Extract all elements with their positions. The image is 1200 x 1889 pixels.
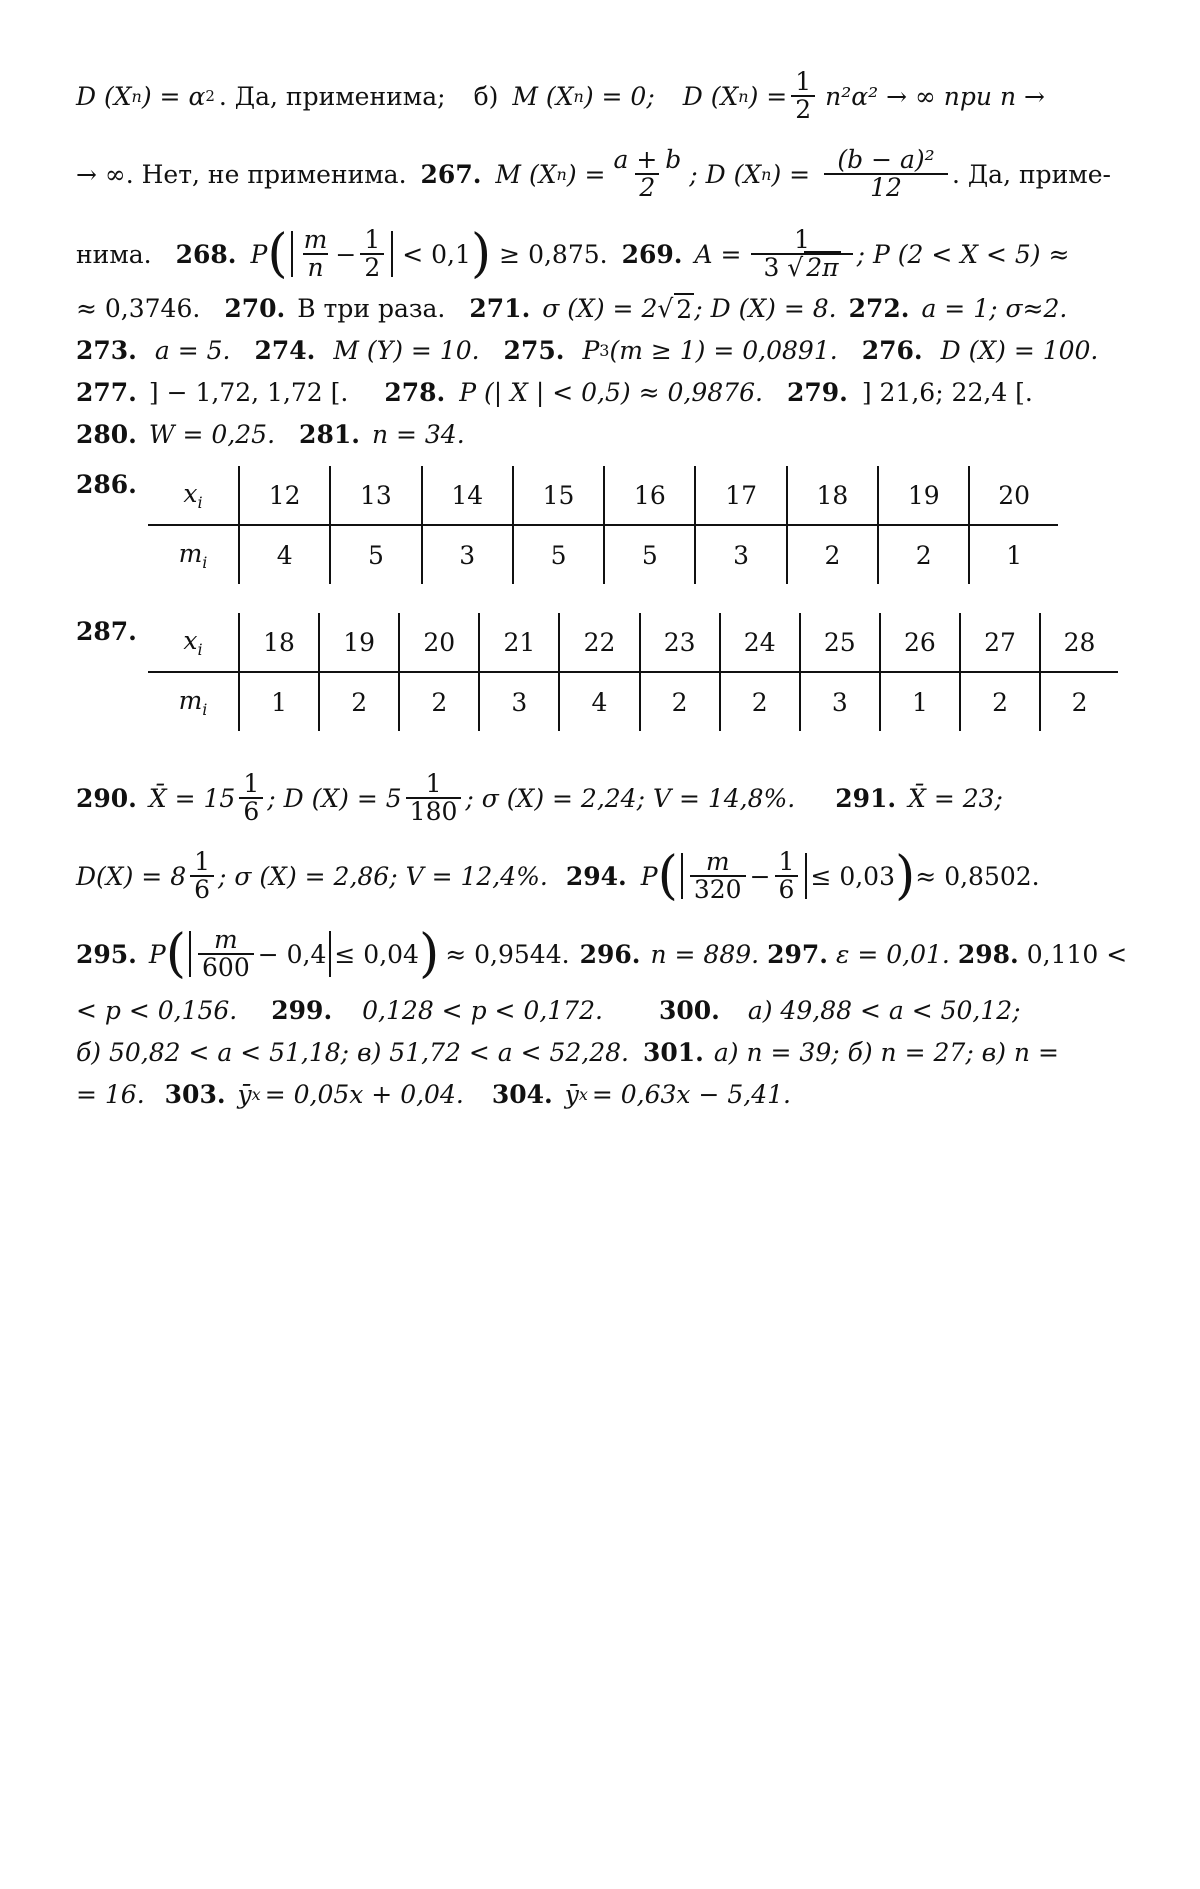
table-cell: 3	[695, 525, 786, 584]
text: A =	[694, 239, 742, 269]
problem-number: 276.	[861, 335, 923, 365]
text: ] − 1,72, 1,72 [.	[148, 377, 349, 407]
table-row	[148, 525, 1058, 584]
text: ≈ 0,8502.	[915, 861, 1040, 891]
fraction	[690, 846, 746, 904]
right-paren: )	[895, 846, 916, 906]
text: а) n = 39; б) n = 27; в) n =	[713, 1037, 1059, 1067]
text: n = 889.	[650, 939, 760, 969]
abs-bar	[805, 853, 807, 899]
table-cell: 27	[960, 613, 1040, 672]
numerator: 1	[778, 846, 795, 876]
fraction	[190, 846, 214, 904]
text: ) =	[748, 81, 788, 111]
label: m	[178, 685, 203, 715]
subscript: n	[556, 164, 567, 184]
denominator: 12	[824, 173, 948, 201]
problem-number: 268.	[175, 239, 237, 269]
answer-line-10	[76, 924, 1127, 984]
table-cell: 3	[422, 525, 513, 584]
text: a = 1; σ≈2.	[921, 293, 1068, 323]
text: = 0,05x + 0,04.	[264, 1079, 464, 1109]
subscript: n	[131, 86, 142, 106]
numerator: (b − a)²	[837, 144, 935, 174]
label: m	[178, 538, 203, 568]
fraction	[610, 144, 686, 202]
problem-number: 299.	[271, 995, 333, 1025]
superscript: 2	[205, 87, 215, 105]
table-cell: 25	[800, 613, 880, 672]
problem-number: 301.	[642, 1037, 704, 1067]
coefficient: 3	[763, 253, 780, 282]
fraction	[300, 224, 332, 282]
answer-line-7	[76, 414, 465, 454]
answer-line-8	[76, 768, 1003, 828]
abs-bar	[391, 231, 393, 277]
problem-number: 298.	[957, 939, 1019, 969]
numerator: 1	[243, 768, 260, 798]
table-cell: 20	[969, 466, 1058, 525]
answer-line-4: ≈ 0,3746. 270. В три раза. 271. σ (X) = 2 √ 2 ; D (X) = 8. 272. a = 1; σ≈2.	[76, 293, 1068, 324]
text: X̄ = 15	[148, 783, 236, 813]
table-cell: 12	[239, 466, 330, 525]
table-cell: 13	[330, 466, 421, 525]
table-cell: 23	[640, 613, 720, 672]
table-cell: 16	[604, 466, 695, 525]
text: нима.	[76, 239, 152, 269]
problem-number: 295.	[76, 939, 137, 969]
numerator: a + b	[613, 144, 682, 174]
text: ; σ (X) = 2,86; V = 12,4%.	[218, 861, 548, 891]
numerator: 1	[795, 66, 812, 96]
text: ) =	[566, 159, 606, 189]
text: ε = 0,01.	[835, 939, 950, 969]
text: → ∞. Нет, не применима.	[76, 159, 407, 189]
table-row	[148, 672, 1118, 731]
text: D(X) = 8	[76, 861, 187, 891]
table-cell: 18	[239, 613, 319, 672]
problem-number: 281.	[299, 419, 360, 449]
table-cell: 2	[787, 525, 878, 584]
table-cell: 1	[969, 525, 1058, 584]
label: x	[183, 478, 198, 508]
fraction	[239, 768, 263, 826]
text: ȳ	[237, 1079, 252, 1109]
table-cell: 3	[800, 672, 880, 731]
text: ≈ 0,3746.	[76, 293, 201, 323]
problem-number: 272.	[848, 293, 910, 323]
row-header-x	[148, 613, 239, 672]
fraction	[360, 224, 384, 282]
table-cell: 4	[559, 672, 639, 731]
problem-number: 269.	[621, 239, 683, 269]
denominator: 320	[690, 875, 746, 903]
text: P (| X | < 0,5) ≈ 0,9876.	[459, 377, 763, 407]
text: P	[582, 335, 600, 365]
text: 0,128 < p < 0,172.	[362, 995, 603, 1025]
denominator: 2	[791, 95, 815, 123]
row-header-m	[148, 525, 239, 584]
text: −	[335, 239, 357, 269]
problem-number: 287.	[76, 617, 137, 646]
subscript: n	[738, 86, 749, 106]
table-cell: 22	[559, 613, 639, 672]
subscript: i	[202, 699, 208, 719]
text: = 0,63x − 5,41.	[591, 1079, 791, 1109]
row-header-m	[148, 672, 239, 731]
radicand: 2	[676, 294, 693, 324]
table-cell: 4	[239, 525, 330, 584]
left-paren: (	[267, 224, 288, 284]
subscript: x	[578, 1084, 588, 1104]
denominator: 2	[635, 173, 659, 201]
table-cell: 19	[878, 466, 969, 525]
text: σ (X) = 2	[542, 293, 658, 323]
denominator: 3 √ 2π	[751, 253, 852, 281]
problem-number: 280.	[76, 419, 137, 449]
table-cell: 24	[720, 613, 800, 672]
problem-number: 291.	[835, 783, 897, 813]
subscript: x	[251, 1084, 261, 1104]
text: n = 34.	[371, 419, 465, 449]
right-paren: )	[418, 924, 440, 984]
denominator: 6	[775, 875, 799, 903]
text: P	[148, 939, 166, 969]
subscript: n	[573, 86, 584, 106]
subscript: i	[202, 552, 208, 572]
text: ) = α	[141, 81, 206, 111]
problem-number: 286.	[76, 470, 137, 499]
table-row	[148, 466, 1058, 525]
problem-number: 290.	[76, 783, 137, 813]
table-cell: 21	[479, 613, 559, 672]
text: −	[749, 861, 771, 891]
table-cell: 28	[1040, 613, 1118, 672]
text: ) = 0;	[583, 81, 655, 111]
fraction	[198, 924, 254, 982]
text: − 0,4	[257, 939, 327, 969]
problem-number: 294.	[565, 861, 627, 891]
distribution-table-287	[148, 613, 1118, 731]
text: б)	[473, 81, 499, 111]
text: D (X	[682, 81, 739, 111]
problem-number: 275.	[503, 335, 565, 365]
numerator: 1	[364, 224, 381, 254]
table-cell: 18	[787, 466, 878, 525]
text: D (X	[76, 81, 132, 111]
subscript: n	[761, 164, 772, 184]
text: < 0,1	[402, 239, 471, 269]
abs-bar	[189, 931, 191, 977]
text: X̄ = 23;	[908, 783, 1003, 813]
fraction	[791, 66, 815, 124]
denominator: 6	[239, 797, 263, 825]
text: P	[640, 861, 658, 891]
subscript: i	[197, 492, 203, 512]
numerator: m	[214, 924, 238, 954]
text: ) =	[771, 159, 811, 189]
fraction	[406, 768, 462, 826]
numerator: 1	[194, 846, 211, 876]
fraction	[824, 144, 948, 202]
fraction	[751, 224, 852, 282]
answer-line-11	[76, 990, 1021, 1030]
subscript: i	[197, 639, 203, 659]
table-cell: 2	[960, 672, 1040, 731]
text: а) 49,88 < a < 50,12;	[747, 995, 1021, 1025]
text: (m ≥ 1) = 0,0891.	[609, 335, 838, 365]
radicand: 2π	[806, 253, 839, 282]
numerator: 1	[425, 768, 442, 798]
abs-bar	[681, 853, 683, 899]
text: б) 50,82 < a < 51,18; в) 51,72 < a < 52,28.	[76, 1037, 629, 1067]
table-cell: 5	[513, 525, 604, 584]
table-cell: 2	[319, 672, 399, 731]
fraction	[775, 846, 799, 904]
text: M (X	[495, 159, 557, 189]
subscript: 3	[599, 340, 610, 360]
text: ≈ 0,9544.	[445, 939, 570, 969]
denominator: 600	[198, 953, 254, 981]
problem-number: 267.	[420, 159, 482, 189]
table-cell: 2	[1040, 672, 1118, 731]
problem-number: 296.	[579, 939, 641, 969]
denominator: n	[303, 253, 327, 281]
problem-number: 273.	[76, 335, 137, 365]
answer-line-1	[76, 66, 1045, 126]
answer-line-2	[76, 144, 1111, 204]
problem-number: 303.	[164, 1079, 226, 1109]
table-cell: 26	[880, 613, 960, 672]
text: ; D (X) = 8.	[694, 293, 837, 323]
text: . Да, приме-	[951, 159, 1111, 189]
text: < p < 0,156.	[76, 995, 238, 1025]
text: ] 21,6; 22,4 [.	[861, 377, 1033, 407]
answer-line-3	[76, 224, 1069, 284]
text: W = 0,25.	[148, 419, 276, 449]
table-cell: 14	[422, 466, 513, 525]
table-row	[148, 613, 1118, 672]
text: 0,110 <	[1026, 939, 1128, 969]
text: В три раза.	[297, 293, 446, 323]
text: . Да, применима;	[218, 81, 446, 111]
answer-line-6	[76, 372, 1033, 412]
table-cell: 17	[695, 466, 786, 525]
left-paren: (	[165, 924, 187, 984]
text: a = 5.	[154, 335, 231, 365]
text: ≤ 0,03	[810, 861, 895, 891]
table-cell: 2	[399, 672, 479, 731]
answer-line-5	[76, 330, 1098, 370]
text: ≤ 0,04	[334, 939, 419, 969]
text: ; D (X) = 5	[267, 783, 402, 813]
answer-line-13	[76, 1074, 791, 1114]
text: M (Y) = 10.	[333, 335, 480, 365]
answer-line-9	[76, 846, 1040, 906]
table-cell: 2	[640, 672, 720, 731]
table-cell: 19	[319, 613, 399, 672]
table-cell: 15	[513, 466, 604, 525]
problem-number: 278.	[384, 377, 446, 407]
abs-bar	[291, 231, 293, 277]
denominator: 180	[406, 797, 462, 825]
text: M (X	[512, 81, 574, 111]
problem-number: 300.	[658, 995, 720, 1025]
denominator: 2	[360, 253, 384, 281]
table-cell: 3	[479, 672, 559, 731]
numerator: 1	[794, 224, 810, 254]
text: P	[250, 239, 268, 269]
problem-number: 304.	[491, 1079, 553, 1109]
text: ȳ	[564, 1079, 579, 1109]
text: ≥ 0,875.	[499, 239, 608, 269]
answer-line-12	[76, 1032, 1059, 1072]
table-cell: 1	[239, 672, 319, 731]
table-cell: 5	[330, 525, 421, 584]
text: ; σ (X) = 2,24; V = 14,8%.	[465, 783, 796, 813]
right-paren: )	[470, 224, 492, 284]
distribution-table-286	[148, 466, 1058, 584]
table-cell: 2	[878, 525, 969, 584]
problem-number: 279.	[786, 377, 848, 407]
denominator: 6	[190, 875, 214, 903]
text: ; P (2 < X < 5) ≈	[856, 239, 1070, 269]
left-paren: (	[657, 846, 678, 906]
problem-number: 274.	[254, 335, 316, 365]
problem-number: 270.	[224, 293, 286, 323]
table-cell: 5	[604, 525, 695, 584]
table-cell: 1	[880, 672, 960, 731]
problem-number: 271.	[469, 293, 531, 323]
problem-number: 297.	[767, 939, 828, 969]
table-cell: 20	[399, 613, 479, 672]
label: x	[183, 625, 198, 655]
row-header-x	[148, 466, 239, 525]
numerator: m	[303, 224, 328, 254]
text: D (X) = 100.	[940, 335, 1099, 365]
table-cell: 2	[720, 672, 800, 731]
text: ; D (X	[689, 159, 762, 189]
problem-number: 277.	[76, 377, 137, 407]
text: n²α² → ∞ при n →	[825, 81, 1045, 111]
abs-bar	[329, 931, 331, 977]
text: = 16.	[76, 1079, 145, 1109]
numerator: m	[705, 846, 730, 876]
